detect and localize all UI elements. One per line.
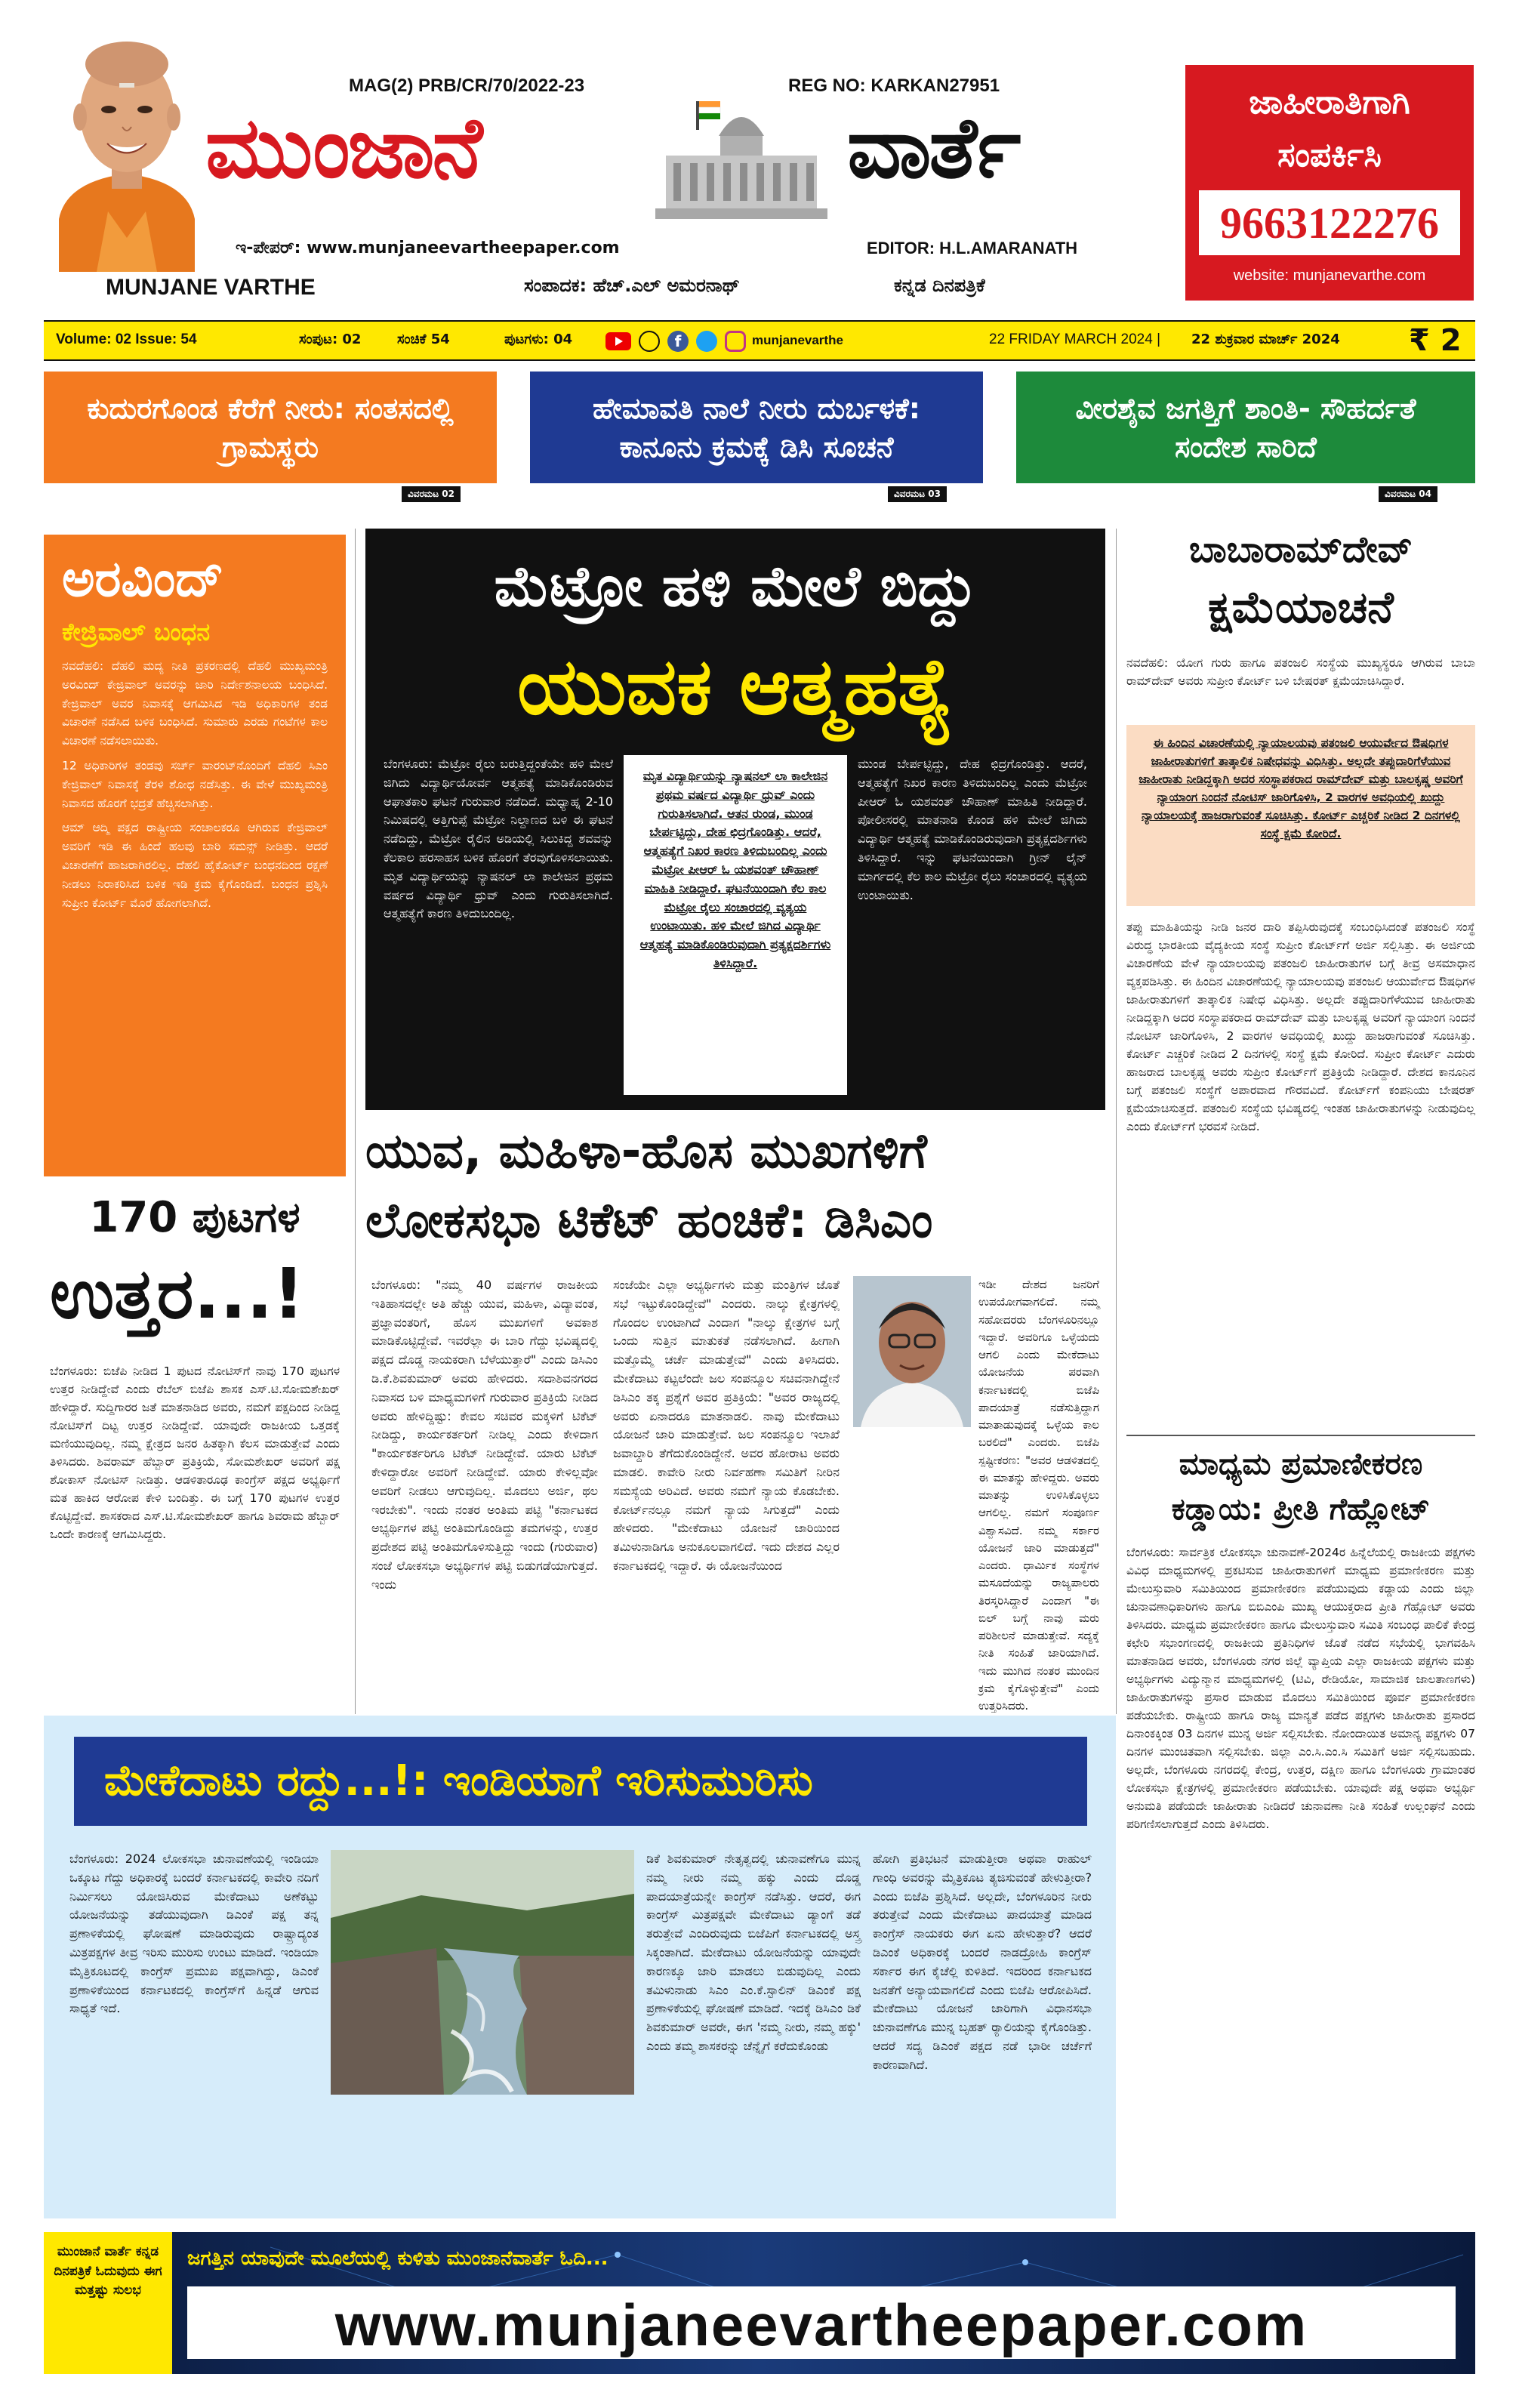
ad-line2: ಸಂಪರ್ಕಿಸಿ bbox=[1277, 136, 1382, 174]
social-handle[interactable]: munjanevarthe bbox=[752, 333, 843, 347]
teaser-3[interactable] bbox=[1016, 372, 1475, 483]
baba-body: ತಪ್ಪು ಮಾಹಿತಿಯನ್ನು ನೀಡಿ ಜನರ ದಾರಿ ತಪ್ಪಿಸಿರುವುದಕ್ಕೆ ಸಂಬಂಧಿಸಿದಂತೆ ಪತಂಜಲಿ ಸಂಸ್ಥೆ ವಿರುದ್ಧ ಭಾರತೀಯ ವೈದ್ಯಕೀಯ ಸಂಸ್ಥೆ ಸುಪ್ರೀಂ ಕೋರ್ಟ್‌ಗೆ ಅರ್ಜಿ ಸಲ್ಲಿಸಿತ್ತು. ಈ ಅರ್ಜಿಯ ವಿಚಾರಣೆಯ ವೇಳೆ ನ್ಯಾಯಾಲಯವು ಪತಂಜಲಿ ಜಾಹೀರಾತುಗಳ ಬಗ್ಗೆ ತೀವ್ರ ಅಸಮಾಧಾನ ವ್ಯಕ್ತಪಡಿಸಿತ್ತು. ಈ ಹಿಂದಿನ ವಿಚಾರಣೆಯಲ್ಲಿ ನ್ಯಾಯಾಲಯವು ಪತಂಜಲಿ ಆಯುರ್ವೇದ ಔಷಧಿಗಳ ಜಾಹೀರಾತುಗಳಿಗೆ ತಾತ್ಕಾಲಿಕ ನಿಷೇಧ ವಿಧಿಸಿತ್ತು. ಅಲ್ಲದೇ ತಪ್ಪುದಾರಿಗೆಳೆಯುವ ಜಾಹೀರಾತು ನೀಡಿದ್ದಕ್ಕಾಗಿ ಅದರ ಸಂಸ್ಥಾಪಕರಾದ ರಾಮ್‌ದೇವ್ ಮತ್ತು ಬಾಲಕೃಷ್ಣ ಅವರಿಗೆ ನ್ಯಾಯಾಂಗ ನಿಂದನೆ ನೋಟಿಸ್ ಜಾರಿಗೊಳಿಸಿ, 2 ವಾರಗಳ ಅವಧಿಯಲ್ಲಿ ಖುದ್ದು ಹಾಜರಾಗುವಂತೆ ಸೂಚಿಸಿತ್ತು. ಕೋರ್ಟ್ ಎಚ್ಚರಿಕೆ ನೀಡಿದ 2 ದಿನಗಳಲ್ಲಿ ಸಂಸ್ಥೆ ಕ್ಷಮೆ ಕೋರಿದೆ. ಸುಪ್ರೀಂ ಕೋರ್ಟ್ ಎದುರು ಹಾಜರಾದ ಬಾಲಕೃಷ್ಣ ಅವರು ಸುಪ್ರೀಂ ಕೋರ್ಟ್‌ಗೆ ಪ್ರತಿಕ್ರಿಯೆ ನೀಡಿದ್ದಾರೆ. ದೇಶದ ಕಾನೂನಿನ ಬಗ್ಗೆ ಪತಂಜಲಿ ಸಂಸ್ಥೆಗೆ ಅಪಾರವಾದ ಗೌರವವಿದೆ. ಕೋರ್ಟ್‌ಗೆ ಕಂಪನಿಯು ಬೇಷರತ್ ಕ್ಷಮೆಯಾಚಿಸುತ್ತದೆ. ಪತಂಜಲಿ ಸಂಸ್ಥೆಯ ಭವಿಷ್ಯದಲ್ಲಿ ಇಂತಹ ಜಾಹೀರಾತುಗಳನ್ನು ನೀಡುವುದಿಲ್ಲ ಎಂದು ಕೋರ್ಟ್‌ಗೆ ಭರವಸೆ ನೀಡಿದೆ. bbox=[1126, 920, 1475, 1134]
baba-highlight-box bbox=[1126, 725, 1475, 906]
mekedatu-col3: ಹೋಗಿ ಪ್ರತಿಭಟನೆ ಮಾಡುತ್ತೀರಾ ಅಥವಾ ರಾಹುಲ್ ಗಾಂಧಿ ಅವರನ್ನು ಮೈತ್ರಿಕೂಟ ತ್ಯಜಿಸುವಂತೆ ಹೇಳುತ್ತೀರಾ? ಎಂದು ಬಿಜೆಪಿ ಪ್ರಶ್ನಿಸಿದೆ. ಅಲ್ಲದೇ, ಬೆಂಗಳೂರಿನ ನೀರು ತರುತ್ತೇವೆ ಎಂದು ಮೇಕೆದಾಟು ಪಾದಯಾತ್ರೆ ಮಾಡಿದ ಕಾಂಗ್ರೆಸ್ ನಾಯಕರು ಈಗ ಏನು ಹೇಳುತ್ತಾರೆ? ಆದರೆ ಡಿಎಂಕೆ ಅಧಿಕಾರಕ್ಕೆ ಬಂದರೆ ನಾಡದ್ರೋಹಿ ಕಾಂಗ್ರೆಸ್ ಸರ್ಕಾರ ಈಗ ಕೈಚೆಲ್ಲಿ ಕುಳಿತಿದೆ. ಇದರಿಂದ ಕರ್ನಾಟಕದ ಜನತೆಗೆ ಅನ್ಯಾಯವಾಗಲಿದೆ ಎಂದು ಬಿಜೆಪಿ ಆರೋಪಿಸಿದೆ. ಮೇಕೆದಾಟು ಯೋಜನೆ ಜಾರಿಗಾಗಿ ವಿಧಾನಸಭಾ ಚುನಾವಣೆಗೂ ಮುನ್ನ ಬೃಹತ್ ರ‍್ಯಾಲಿಯನ್ನು ಕೈಗೊಂಡಿತ್ತು. ಆದರೆ ಸದ್ಯ ಡಿಎಂಕೆ ಪಕ್ಷದ ನಡೆ ಭಾರೀ ಚರ್ಚೆಗೆ ಕಾರಣವಾಗಿದೆ. bbox=[873, 1851, 1092, 2072]
banner-url[interactable]: www.munjaneevartheepaper.com bbox=[334, 2292, 1308, 2358]
metro-highlight-box bbox=[624, 755, 847, 1095]
arvind-p2: 12 ಅಧಿಕಾರಿಗಳ ತಂಡವು ಸರ್ಚ್ ವಾರಂಟ್‌ನೊಂದಿಗೆ ದೆಹಲಿ ಸಿಎಂ ಕೇಜ್ರಿವಾಲ್ ನಿವಾಸಕ್ಕೆ ತೆರಳಿ ಶೋಧ ನಡೆಸಿತ್ತು. ಈ ವೇಳೆ ಮುಖ್ಯಮಂತ್ರಿ ನಿವಾಸದ ಹೊರಗೆ ಭದ್ರತೆ ಹೆಚ್ಚಿಸಲಾಗಿತ್ತು. bbox=[62, 758, 328, 810]
uttara-body: ಬೆಂಗಳೂರು: ಬಿಜೆಪಿ ನೀಡಿದ 1 ಪುಟದ ನೋಟಿಸ್‌ಗೆ ನಾವು 170 ಪುಟಗಳ ಉತ್ತರ ನೀಡಿದ್ದೇವೆ ಎಂದು ರೆಬೆಲ್ ಬಿಜೆಪಿ ಶಾಸಕ ಎಸ್.ಟಿ.ಸೋಮಶೇಖರ್ ಹೇಳಿದ್ದಾರೆ. ಸುದ್ದಿಗಾರರ ಜತೆ ಮಾತನಾಡಿದ ಅವರು, ನಮಗೆ ಪಕ್ಷದಿಂದ ನೀಡಿದ್ದ ನೋಟಿಸ್‌ಗೆ ದಿಟ್ಟ ಉತ್ತರ ನೀಡಿದ್ದೇವೆ. ಯಾವುದೇ ರಾಜಕೀಯ ಒತ್ತಡಕ್ಕೆ ಮಣಿಯುವುದಿಲ್ಲ. ನಮ್ಮ ಕ್ಷೇತ್ರದ ಜನರ ಹಿತಕ್ಕಾಗಿ ಕೆಲಸ ಮಾಡುತ್ತೇವೆ ಎಂದು ತಿಳಿಸಿದರು. ಶಿವರಾಮ್ ಹೆಬ್ಬಾರ್ ಪ್ರತಿಕ್ರಿಯೆ, ಸೋಮಶೇಖರ್ ಅವರಿಗೆ ಪಕ್ಷ ಶೋಕಾಸ್ ನೋಟಿಸ್ ನೀಡಿತ್ತು. ಆಡಳಿತಾರೂಢ ಕಾಂಗ್ರೆಸ್ ಪಕ್ಷದ ಅಭ್ಯರ್ಥಿಗೆ ಮತ ಹಾಕಿದ ಆರೋಪ ಕೇಳಿ ಬಂದಿತ್ತು. ಈ ಬಗ್ಗೆ 170 ಪುಟಗಳ ಉತ್ತರ ಕೊಟ್ಟಿದ್ದೇವೆ. ಶಾಸಕರಾದ ಎಸ್.ಟಿ.ಸೋಮಶೇಖರ್ ಹಾಗೂ ಶಿವರಾಮ ಹೆಬ್ಬಾರ್ ಒಂದೇ ಕಾರಣಕ್ಕೆ ಆಗಮಿಸಿದ್ದರು. bbox=[50, 1364, 340, 1542]
priti-rule bbox=[1126, 1435, 1475, 1436]
date-en: 22 FRIDAY MARCH 2024 | bbox=[989, 331, 1161, 347]
instagram-icon[interactable] bbox=[725, 331, 746, 352]
ad-phone[interactable]: 9663122276 bbox=[1220, 199, 1439, 248]
mekedatu-story bbox=[44, 1716, 1116, 2218]
founder-portrait bbox=[44, 30, 210, 272]
twitter-icon[interactable] bbox=[696, 331, 717, 352]
metro-col3: ಮುಂಡ ಬೇರ್ಪಟ್ಟಿದ್ದು, ದೇಹ ಛಿದ್ರಗೊಂಡಿತ್ತು. ಆದರೆ, ಆತ್ಮಹತ್ಯೆಗೆ ನಿಖರ ಕಾರಣ ತಿಳಿದುಬಂದಿಲ್ಲ ಎಂದು ಮೆಟ್ರೋ ಪೀಆರ್ ಓ ಯಶವಂತ್ ಚೌಹಾಣ್ ಮಾಹಿತಿ ನೀಡಿದ್ದಾರೆ. ಪೋಲೀಸರಲ್ಲಿ ಮಾತನಾಡಿ ಕೊಂಡ ಹಳಿ ಮೇಲೆ ಜಿಗಿದು ವಿದ್ಯಾರ್ಥಿ ಆತ್ಮಹತ್ಯೆ ಮಾಡಿಕೊಂಡಿರುವುದಾಗಿ ಪ್ರತ್ಯಕ್ಷದರ್ಶಿಗಳು ತಿಳಿಸಿದ್ದಾರೆ. ಇನ್ನು ಘಟನೆಯಿಂದಾಗಿ ಗ್ರೀನ್ ಲೈನ್ ಮಾರ್ಗದಲ್ಲಿ ಕೆಲ ಕಾಲ ಮೆಟ್ರೋ ರೈಲು ಸಂಚಾರದಲ್ಲಿ ವ್ಯತ್ಯಯ ಉಂಟಾಯಿತು. bbox=[858, 757, 1087, 902]
mekedatu-col2: ಡಿಕೆ ಶಿವಕುಮಾರ್ ನೇತೃತ್ವದಲ್ಲಿ ಚುನಾವಣೆಗೂ ಮುನ್ನ ನಮ್ಮ ನೀರು ನಮ್ಮ ಹಕ್ಕು ಎಂದು ದೊಡ್ಡ ಪಾದಯಾತ್ರೆಯನ್ನೇ ಕಾಂಗ್ರೆಸ್ ನಡೆಸಿತ್ತು. ಆದರೆ, ಈಗ ಕಾಂಗ್ರೆಸ್ ಮಿತ್ರಪಕ್ಷವೇ ಮೇಕೆದಾಟು ಡ್ಯಾಂಗೆ ತಡೆ ತರುತ್ತೇವೆ ಎಂದಿರುವುದು ಬಿಜೆಪಿಗೆ ಕರ್ನಾಟಕದಲ್ಲಿ ಅಸ್ತ್ರ ಸಿಕ್ಕಂತಾಗಿದೆ. ಮೇಕೆದಾಟು ಯೋಜನೆಯನ್ನು ಯಾವುದೇ ಕಾರಣಕ್ಕೂ ಜಾರಿ ಮಾಡಲು ಬಿಡುವುದಿಲ್ಲ ಎಂದು ತಮಿಳುನಾಡು ಸಿಎಂ ಎಂ.ಕೆ.ಸ್ಟಾಲಿನ್ ಡಿಎಂಕೆ ಪಕ್ಷ ಪ್ರಣಾಳಿಕೆಯಲ್ಲಿ ಘೋಷಣೆ ಮಾಡಿದೆ. ಇದಕ್ಕೆ ಡಿಸಿಎಂ ಡಿಕೆ ಶಿವಕುಮಾರ್ ಅವರೇ, ಈಗ 'ನಮ್ಮ ನೀರು, ನಮ್ಮ ಹಕ್ಕು' ಎಂದು ತಮ್ಮ ಶಾಸಕರನ್ನು ಚೆನ್ನೈಗೆ ಕರೆದುಕೊಂಡು bbox=[646, 1851, 861, 2053]
daily-kn: ಕನ್ನಡ ದಿನಪತ್ರಿಕೆ bbox=[894, 275, 985, 296]
teaser-3-text: ವೀರಶೈವ ಜಗತ್ತಿಗೆ ಶಾಂತಿ- ಸೌಹರ್ದತೆ ಸಂದೇಶ ಸಾರಿದೆ bbox=[1075, 392, 1416, 464]
volume-kn: ಸಂಪುಟ: 02 bbox=[299, 331, 362, 347]
paper-name-en: MUNJANE VARTHE bbox=[106, 275, 316, 300]
arvind-p3: ಆಮ್ ಆದ್ಮಿ ಪಕ್ಷದ ರಾಷ್ಟ್ರೀಯ ಸಂಚಾಲಕರೂ ಆಗಿರುವ ಕೇಜ್ರಿವಾಲ್ ಅವರಿಗೆ ಇಡಿ ಈ ಹಿಂದೆ ಹಲವು ಬಾರಿ ಸಮನ್ಸ್ ನೀಡಿತ್ತು. ಆದರೆ ವಿಚಾರಣೆಗೆ ಹಾಜರಾಗಿರಲಿಲ್ಲ. ದೆಹಲಿ ಹೈಕೋರ್ಟ್ ಬಂಧನದಿಂದ ರಕ್ಷಣೆ ನೀಡಲು ನಿರಾಕರಿಸಿದ ಬಳಿಕ ಇಡಿ ಕ್ರಮ ಕೈಗೊಂಡಿದೆ. ಬಂಧನ ಪ್ರಶ್ನಿಸಿ ಸುಪ್ರೀಂ ಕೋರ್ಟ್ ಮೊರೆ ಹೋಗಲಾಗಿದೆ. bbox=[62, 821, 328, 910]
issue-kn: ಸಂಚಿಕೆ 54 bbox=[397, 331, 450, 347]
loksabha-col3: ಇಡೀ ದೇಶದ ಜನರಿಗೆ ಉಪಯೋಗವಾಗಲಿದೆ. ನಮ್ಮ ಸಹೋದರರು ಬೆಂಗಳೂರಿನಲ್ಲೂ ಇದ್ದಾರೆ. ಅವರಿಗೂ ಒಳ್ಳೆಯದು ಆಗಲಿ ಎಂದು ಮೇಕೆದಾಟು ಯೋಜನೆಯ ಪರವಾಗಿ ಕರ್ನಾಟಕದಲ್ಲಿ ಬಿಜೆಪಿ ಪಾದಯಾತ್ರೆ ನಡೆಸುತ್ತಿದ್ದಾಗ ಮಾತಾಡುವುದಕ್ಕೆ ಒಳ್ಳೆಯ ಕಾಲ ಬರಲಿದೆ" ಎಂದರು. ಬಿಜೆಪಿ ಸ್ಪಷ್ಟೀಕರಣ: "ಅವರ ಆಡಳಿತದಲ್ಲಿ ಈ ಮಾತನ್ನು ಹೇಳಿದ್ದರು. ಅವರು ಮಾತನ್ನು ಉಳಿಸಿಕೊಳ್ಳಲು ಆಗಲಿಲ್ಲ. ನಮಗೆ ಸಂಪೂರ್ಣ ವಿಶ್ವಾಸವಿದೆ. ನಮ್ಮ ಸರ್ಕಾರ ಯೋಜನೆ ಜಾರಿ ಮಾಡುತ್ತದೆ" ಎಂದರು. ಧಾರ್ಮಿಕ ಸಂಸ್ಥೆಗಳ ಮಸೂದೆಯನ್ನು ರಾಜ್ಯಪಾಲರು ತಿರಸ್ಕರಿಸಿದ್ದಾರೆ ಎಂದಾಗ "ಈ ಬಿಲ್ ಬಗ್ಗೆ ನಾವು ಮರು ಪರಿಶೀಲನೆ ಮಾಡುತ್ತೇವೆ. ಸದ್ಯಕ್ಕೆ ನೀತಿ ಸಂಹಿತೆ ಜಾರಿಯಾಗಿದೆ. ಇದು ಮುಗಿದ ನಂತರ ಮುಂದಿನ ಕ್ರಮ ಕೈಗೊಳ್ಳುತ್ತೇವೆ" ಎಂದು ಉತ್ತರಿಸಿದರು. bbox=[978, 1278, 1099, 1713]
masthead-title-part1: ಮುಂಜಾನೆ bbox=[205, 99, 481, 197]
registration-right: REG NO: KARKAN27951 bbox=[788, 76, 1000, 96]
baba-highlight: ಈ ಹಿಂದಿನ ವಿಚಾರಣೆಯಲ್ಲಿ ನ್ಯಾಯಾಲಯವು ಪತಂಜಲಿ ಆಯುರ್ವೇದ ಔಷಧಿಗಳ ಜಾಹೀರಾತುಗಳಿಗೆ ತಾತ್ಕಾಲಿಕ ನಿಷೇಧವನ್ನು ವಿಧಿಸಿತ್ತು. ಅಲ್ಲದೇ ತಪ್ಪುದಾರಿಗೆಳೆಯುವ ಜಾಹೀರಾತು ನೀಡಿದ್ದಕ್ಕಾಗಿ ಅದರ ಸಂಸ್ಥಾಪಕರಾದ ರಾಮ್‌ದೇವ್ ಮತ್ತು ಬಾಲಕೃಷ್ಣ ಅವರಿಗೆ ನ್ಯಾಯಾಂಗ ನಿಂದನೆ ನೋಟಿಸ್ ಜಾರಿಗೊಳಿಸಿ, 2 ವಾರಗಳ ಅವಧಿಯಲ್ಲಿ ಖುದ್ದು ನ್ಯಾಯಾಲಯಕ್ಕೆ ಹಾಜರಾಗುವಂತೆ ಸೂಚಿಸಿತ್ತು. ಕೋರ್ಟ್ ಎಚ್ಚರಿಕೆ ನೀಡಿದ 2 ದಿನಗಳಲ್ಲಿ ಸಂಸ್ಥೆ ಕ್ಷಮೆ ಕೋರಿದೆ. bbox=[1139, 736, 1463, 841]
uttara-title1: 170 ಪುಟಗಳ bbox=[89, 1193, 300, 1242]
baba-title2: ಕ್ಷಮೆಯಾಚನೆ bbox=[1208, 581, 1394, 633]
youtube-icon[interactable] bbox=[605, 332, 631, 350]
teaser-2[interactable] bbox=[530, 372, 983, 483]
teaser-1[interactable] bbox=[44, 372, 497, 483]
arvind-story bbox=[44, 535, 346, 1176]
divider-left bbox=[355, 529, 356, 1714]
facebook-icon[interactable]: f bbox=[667, 331, 689, 352]
mekedatu-river-photo bbox=[331, 1850, 634, 2095]
loksabha-col2: ಸಂಜೆಯೇ ಎಲ್ಲಾ ಅಭ್ಯರ್ಥಿಗಳು ಮತ್ತು ಮಂತ್ರಿಗಳ ಜೊತೆ ಸಭೆ ಇಟ್ಟುಕೊಂಡಿದ್ದೇವೆ" ಎಂದರು. ನಾಲ್ಕು ಕ್ಷೇತ್ರಗಳಲ್ಲಿ ಗೊಂದಲ ಉಂಟಾಗಿದೆ ಎಂದಾಗ "ನಾಲ್ಕು ಕ್ಷೇತ್ರಗಳ ಬಗ್ಗೆ ಒಂದು ಸುತ್ತಿನ ಮಾತುಕತೆ ನಡೆಸಲಾಗಿದೆ. ಹೀಗಾಗಿ ಮತ್ತೊಮ್ಮೆ ಚರ್ಚೆ ಮಾಡುತ್ತೇವೆ" ಎಂದು ತಿಳಿಸಿದರು. ಮೇಕೆದಾಟು ಕಟ್ಟಲೆಂದೇ ಜಲ ಸಂಪನ್ಮೂಲ ಸಚಿವನಾಗಿದ್ದೇನೆ ಡಿಸಿಎಂ ತಕ್ಕ ಪ್ರಶ್ನೆಗೆ ಅವರ ಪ್ರತಿಕ್ರಿಯೆ: "ಅವರ ರಾಜ್ಯದಲ್ಲಿ ಅವರು ಏನಾದರೂ ಮಾತನಾಡಲಿ. ನಾವು ಮೇಕೆದಾಟು ಯೋಜನೆ ಜಾರಿ ಮಾಡುತ್ತೇವೆ. ಜಲ ಸಂಪನ್ಮೂಲ ಇಲಾಖೆ ಜವಾಬ್ದಾರಿ ತೆಗೆದುಕೊಂಡಿದ್ದೇನೆ. ಅವರ ಹೋರಾಟ ಅವರು ಮಾಡಲಿ. ಕಾವೇರಿ ನೀರು ನಿರ್ವಹಣಾ ಸಮಿತಿಗೆ ನೀರಿನ ಸಮಸ್ಯೆಯ ಅರಿವಿದೆ. ಅವರು ನಮಗೆ ನ್ಯಾಯ ಕೊಡಬೇಕು. ಕೋರ್ಟ್‌ನಲ್ಲೂ ನಮಗೆ ನ್ಯಾಯ ಸಿಗುತ್ತದೆ" ಎಂದು ಹೇಳಿದರು. "ಮೇಕೆದಾಟು ಯೋಜನೆ ಜಾರಿಯಿಂದ ತಮಿಳುನಾಡಿಗೂ ಅನುಕೂಲವಾಗಲಿದೆ. ಇದು ದೇಶದ ಎಲ್ಲರ ಕರ್ನಾಟಕದಲ್ಲಿ ಇದ್ದಾರೆ. ಈ ಯೋಜನೆಯಿಂದ bbox=[613, 1278, 840, 1573]
arvind-p1: ನವದೆಹಲಿ: ದೆಹಲಿ ಮದ್ಯ ನೀತಿ ಪ್ರಕರಣದಲ್ಲಿ ದೆಹಲಿ ಮುಖ್ಯಮಂತ್ರಿ ಅರವಿಂದ್ ಕೇಜ್ರಿವಾಲ್ ಅವರನ್ನು ಜಾರಿ ನಿರ್ದೇಶನಾಲಯ ಬಂಧಿಸಿದೆ. ಕೇಜ್ರಿವಾಲ್ ಅವರ ನಿವಾಸಕ್ಕೆ ಆಗಮಿಸಿದ ಇಡಿ ಅಧಿಕಾರಿಗಳ ತಂಡ ವಿಚಾರಣೆ ನಡೆಸಿದ ಬಳಿಕ ಬಂಧಿಸಿದೆ. ಸುಮಾರು ಎರಡು ಗಂಟೆಗಳ ಕಾಲ ವಿಚಾರಣೆ ನಡೆಸಲಾಯಿತು. bbox=[62, 659, 328, 748]
loksabha-col1: ಬೆಂಗಳೂರು: "ನಮ್ಮ 40 ವರ್ಷಗಳ ರಾಜಕೀಯ ಇತಿಹಾಸದಲ್ಲೇ ಅತಿ ಹೆಚ್ಚು ಯುವ, ಮಹಿಳಾ, ವಿದ್ಯಾವಂತ, ಪ್ರಜ್ಞಾವಂತರಿಗೆ, ಹೊಸ ಮುಖಗಳಿಗೆ ಅವಕಾಶ ಮಾಡಿಕೊಟ್ಟಿದ್ದೇವೆ. ಇವರೆಲ್ಲಾ ಈ ಬಾರಿ ಗೆದ್ದು ಭವಿಷ್ಯದಲ್ಲಿ ಪಕ್ಷದ ದೊಡ್ಡ ನಾಯಕರಾಗಿ ಬೆಳೆಯುತ್ತಾರೆ" ಎಂದು ಡಿಸಿಎಂ ಡಿ.ಕೆ.ಶಿವಕುಮಾರ್ ಅವರು ಹೇಳಿದರು. ಸದಾಶಿವನಗರದ ನಿವಾಸದ ಬಳಿ ಮಾಧ್ಯಮಗಳಿಗೆ ಗುರುವಾರ ಪ್ರತಿಕ್ರಿಯೆ ನೀಡಿದ ಅವರು ಹೇಳಿದ್ದಿಷ್ಟು: ಕೇವಲ ಸಚಿವರ ಮಕ್ಕಳಿಗೆ ಟಿಕೆಟ್ ನೀಡಿದ್ದು, ಕಾರ್ಯಕರ್ತರಿಗೆ ನೀಡಿಲ್ಲ ಎಂದು ಕೇಳಿದಾಗ "ಕಾರ್ಯಕರ್ತರಿಗೂ ಟಿಕೆಟ್ ನೀಡಿದ್ದೇವೆ. ಯಾರು ಟಿಕೆಟ್ ಕೇಳಿದ್ದಾರೋ ಅವರಿಗೆ ನೀಡಿದ್ದೇವೆ. ಯಾರು ಕೇಳಿಲ್ಲವೋ ಅವರಿಗೆ ನೀಡಲು ಆಗುವುದಿಲ್ಲ. ಮೊದಲು ಅರ್ಜಿ, ಥಲ ಇರಬೇಕು". ಇಂದು ನಂತರ ಅಂತಿಮ ಪಟ್ಟಿ "ಕರ್ನಾಟಕದ ಅಭ್ಯರ್ಥಿಗಳ ಪಟ್ಟಿ ಅಂತಿಮಗೊಂಡಿದ್ದು ತಮಗಳನ್ನು, ಉತ್ತರ ಪ್ರದೇಶದ ಪಟ್ಟಿ ಅಂತಿಮಗೊಳಿಸುತ್ತಿದ್ದು ಇಂದು (ಗುರುವಾರ) ಸಂಜೆ ಲೋಕಸಭಾ ಅಭ್ಯರ್ಥಿಗಳ ಪಟ್ಟಿ ಬಿಡುಗಡೆಯಾಗುತ್ತದೆ. ಇಂದು bbox=[371, 1278, 598, 1592]
teaser-1-text: ಕುದುರಗೊಂಡ ಕೆರೆಗೆ ನೀರು: ಸಂತಸದಲ್ಲಿ ಗ್ರಾಮಸ್ಥರು bbox=[87, 392, 454, 464]
mekedatu-col1: ಬೆಂಗಳೂರು: 2024 ಲೋಕಸಭಾ ಚುನಾವಣೆಯಲ್ಲಿ ಇಂಡಿಯಾ ಒಕ್ಕೂಟ ಗೆದ್ದು ಅಧಿಕಾರಕ್ಕೆ ಬಂದರೆ ಕರ್ನಾಟಕದಲ್ಲಿ ಕಾವೇರಿ ನದಿಗೆ ನಿರ್ಮಿಸಲು ಯೋಜಿಸಿರುವ ಮೇಕೆದಾಟು ಅಣೆಕಟ್ಟು ಯೋಜನೆಯನ್ನು ತಡೆಯುವುದಾಗಿ ಡಿಎಂಕೆ ಪಕ್ಷ ತನ್ನ ಪ್ರಣಾಳಿಕೆಯಲ್ಲಿ ಘೋಷಣೆ ಮಾಡಿರುವುದು ರಾಷ್ಟ್ರಾದ್ಯಂತ ಮಿತ್ರಪಕ್ಷಗಳ ತೀವ್ರ ಇರಿಸು ಮುರಿಸು ಉಂಟು ಮಾಡಿದೆ. ಇಂಡಿಯಾ ಮೈತ್ರಿಕೂಟದಲ್ಲಿ ಕಾಂಗ್ರೆಸ್ ಪ್ರಮುಖ ಪಕ್ಷವಾಗಿದ್ದು, ಡಿಎಂಕೆ ಪ್ರಣಾಳಿಕೆಯಿಂದ ಕರ್ನಾಟಕದಲ್ಲಿ ಕಾಂಗ್ರೆಸ್‌ಗೆ ಹಿನ್ನಡೆ ಆಗುವ ಸಾಧ್ಯತೆ ಇದೆ. bbox=[69, 1851, 319, 2016]
metro-box-text: ಮೃತ ವಿದ್ಯಾರ್ಥಿಯನ್ನು ನ್ಯಾಷನಲ್ ಲಾ ಕಾಲೇಜಿನ ಪ್ರಥಮ ವರ್ಷದ ವಿದ್ಯಾರ್ಥಿ ಧ್ರುವ್ ಎಂದು ಗುರುತಿಸಲಾಗಿದೆ. ಆತನ ರುಂಡ, ಮುಂಡ ಬೇರ್ಪಟ್ಟಿದ್ದು, ದೇಹ ಛಿದ್ರಗೊಂಡಿತ್ತು. ಆದರೆ, ಆತ್ಮಹತ್ಯೆಗೆ ನಿಖರ ಕಾರಣ ತಿಳಿದುಬಂದಿಲ್ಲ ಎಂದು ಮೆಟ್ರೋ ಪೀಆರ್ ಓ ಯಶವಂತ್ ಚೌಹಾಣ್ ಮಾಹಿತಿ ನೀಡಿದ್ದಾರೆ. ಘಟನೆಯಿಂದಾಗಿ ಕೆಲ ಕಾಲ ಮೆಟ್ರೋ ರೈಲು ಸಂಚಾರದಲ್ಲಿ ವ್ಯತ್ಯಯ ಉಂಟಾಯಿತು. ಹಳಿ ಮೇಲೆ ಜಿಗಿದ ವಿದ್ಯಾರ್ಥಿ ಆತ್ಮಹತ್ಯೆ ಮಾಡಿಕೊಂಡಿರುವುದಾಗಿ ಪ್ರತ್ಯಕ್ಷದರ್ಶಿಗಳು ತಿಳಿಸಿದ್ದಾರೆ. bbox=[639, 769, 831, 970]
banner-tagline: ಜಗತ್ತಿನ ಯಾವುದೇ ಮೂಲೆಯಲ್ಲಿ ಕುಳಿತು ಮುಂಜಾನೆವಾರ್ತೆ ಓದಿ... bbox=[187, 2247, 609, 2270]
arvind-body bbox=[62, 657, 328, 1163]
uttara-title2: ಉತ್ತರ...! bbox=[50, 1253, 305, 1334]
pages-kn: ಪುಟಗಳು: 04 bbox=[504, 331, 573, 347]
masthead-title-part2: ವಾರ್ತೆ bbox=[847, 99, 1019, 197]
teaser-2-text: ಹೇಮಾವತಿ ನಾಲೆ ನೀರು ದುರ್ಬಳಕೆ: ಕಾನೂನು ಕ್ರಮಕ್ಕೆ ಡಿಸಿ ಸೂಚನೆ bbox=[592, 392, 920, 464]
baba-intro: ನವದೆಹಲಿ: ಯೋಗ ಗುರು ಹಾಗೂ ಪತಂಜಲಿ ಸಂಸ್ಥೆಯ ಮುಖ್ಯಸ್ಥರೂ ಆಗಿರುವ ಬಾಬಾ ರಾಮ್‌ದೇವ್ ಅವರು ಸುಪ್ರೀಂ ಕೋರ್ಟ್ ಬಳಿ ಬೇಷರತ್ ಕ್ಷಮೆಯಾಚಿಸಿದ್ದಾರೆ. bbox=[1126, 656, 1475, 689]
price: ₹ 2 bbox=[1409, 323, 1462, 358]
priti-body: ಬೆಂಗಳೂರು: ಸಾರ್ವತ್ರಿಕ ಲೋಕಸಭಾ ಚುನಾವಣೆ-2024ರ ಹಿನ್ನೆಲೆಯಲ್ಲಿ ರಾಜಕೀಯ ಪಕ್ಷಗಳು ವಿವಿಧ ಮಾಧ್ಯಮಗಳಲ್ಲಿ ಪ್ರಕಟಿಸುವ ಜಾಹೀರಾತುಗಳಿಗೆ ಮಾಧ್ಯಮ ಪ್ರಮಾಣೀಕರಣ ಮತ್ತು ಮೇಲುಸ್ತುವಾರಿ ಸಮಿತಿಯಿಂದ ಪ್ರಮಾಣೀಕರಣ ಪಡೆಯುವುದು ಕಡ್ಡಾಯ ಎಂದು ಜಿಲ್ಲಾ ಚುನಾವಣಾಧಿಕಾರಿಗಳು ಹಾಗೂ ಬಿಬಿಎಂಪಿ ಮುಖ್ಯ ಆಯುಕ್ತರಾದ ಪ್ರೀತಿ ಗೆಹ್ಲೋಟ್ ಅವರು ತಿಳಿಸಿದರು. ಮಾಧ್ಯಮ ಪ್ರಮಾಣೀಕರಣ ಹಾಗೂ ಮೇಲುಸ್ತುವಾರಿ ಸಮಿತಿ ಸಂಬಂಧ ಪಾಲಿಕೆ ಕೇಂದ್ರ ಕಛೇರಿ ಸಭಾಂಗಣದಲ್ಲಿ ರಾಜಕೀಯ ಪ್ರತಿನಿಧಿಗಳ ಜೊತೆ ನಡೆದ ಸಭೆಯಲ್ಲಿ ಭಾಗವಹಿಸಿ ಮಾತನಾಡಿದ ಅವರು, ಬೆಂಗಳೂರು ನಗರ ಜಿಲ್ಲೆ ವ್ಯಾಪ್ತಿಯ ಎಲ್ಲಾ ರಾಜಕೀಯ ಪಕ್ಷಗಳು ಮತ್ತು ಅಭ್ಯರ್ಥಿಗಳು ವಿದ್ಯುನ್ಮಾನ ಮಾಧ್ಯಮಗಳಲ್ಲಿ (ಟಿವಿ, ರೇಡಿಯೋ, ಸಾಮಾಜಿಕ ಜಾಲತಾಣಗಳು) ಜಾಹೀರಾತುಗಳನ್ನು ಪ್ರಸಾರ ಮಾಡುವ ಮೊದಲು ಸಮಿತಿಯಿಂದ ಪೂರ್ವ ಪ್ರಮಾಣೀಕರಣ ಪಡೆಯಬೇಕು. ರಾಷ್ಟ್ರೀಯ ಹಾಗೂ ರಾಜ್ಯ ಮಾನ್ಯತೆ ಪಡೆದ ಪಕ್ಷಗಳು ಜಾಹೀರಾತು ಪ್ರಸಾರದ ದಿನಾಂಕಕ್ಕಿಂತ 03 ದಿನಗಳ ಮುನ್ನ ಅರ್ಜಿ ಸಲ್ಲಿಸಬೇಕು. ನೋಂದಾಯಿತ ಅಮಾನ್ಯ ಪಕ್ಷಗಳು 07 ದಿನಗಳ ಮುಂಚಿತವಾಗಿ ಸಲ್ಲಿಸಬೇಕು. ಜಿಲ್ಲಾ ಎಂ.ಸಿ.ಎಂ.ಸಿ ಸಮಿತಿಗೆ ಅರ್ಜಿ ಸಲ್ಲಿಸಬಹುದು. ಅಲ್ಲದೇ, ಬೆಂಗಳೂರು ನಗರದಲ್ಲಿ ಕೇಂದ್ರ, ಉತ್ತರ, ದಕ್ಷಿಣ ಹಾಗೂ ಬೆಂಗಳೂರು ಗ್ರಾಮಾಂತರ ಲೋಕಸಭಾ ಕ್ಷೇತ್ರಗಳಲ್ಲಿ ಪ್ರಮಾಣೀಕರಣ ಪಡೆಯಬೇಕು. ಯಾವುದೇ ಪಕ್ಷ ಅಥವಾ ಅಭ್ಯರ್ಥಿ ಅನುಮತಿ ಪಡೆಯದೇ ಜಾಹೀರಾತು ನೀಡಿದರೆ ಚುನಾವಣಾ ನೀತಿ ಸಂಹಿತೆ ಉಲ್ಲಂಘನೆ ಎಂದು ಪರಿಗಣಿಸಲಾಗುತ್ತದೆ ಎಂದು ತಿಳಿಸಿದರು. bbox=[1126, 1546, 1475, 1832]
ad-line1: ಜಾಹೀರಾತಿಗಾಗಿ bbox=[1249, 83, 1410, 122]
epaper-url[interactable]: ಇ-ಪೇಪರ್: www.munjaneevartheepaper.com bbox=[236, 239, 620, 257]
arvind-subtitle: ಕೇಜ್ರಿವಾಲ್ ಬಂಧನ bbox=[62, 618, 211, 646]
mekedatu-headline: ಮೇಕೆದಾಟು ರದ್ದು...!: ಇಂಡಿಯಾಗೆ ಇರಿಸುಮುರಿಸು bbox=[104, 1756, 813, 1805]
ad-website[interactable]: website: munjanevarthe.com bbox=[1233, 267, 1426, 284]
arvind-title: ಅರವಿಂದ್ bbox=[62, 550, 224, 608]
metro-col1: ಬೆಂಗಳೂರು: ಮೆಟ್ರೋ ರೈಲು ಬರುತ್ತಿದ್ದಂತೆಯೇ ಹಳಿ ಮೇಲೆ ಜಿಗಿದು ವಿದ್ಯಾರ್ಥಿಯೋರ್ವ ಆತ್ಮಹತ್ಯೆ ಮಾಡಿಕೊಂಡಿರುವ ಆಘಾತಕಾರಿ ಘಟನೆ ಗುರುವಾರ ನಡೆದಿದೆ. ಮಧ್ಯಾಹ್ನ 2-10 ನಿಮಿಷದಲ್ಲಿ ಅತ್ತಿಗುಪ್ಪೆ ಮೆಟ್ರೋ ನಿಲ್ದಾಣದ ಬಳಿ ಈ ಘಟನೆ ನಡೆದಿದ್ದು, ಮೆಟ್ರೋ ರೈಲಿನ ಅಡಿಯಲ್ಲಿ ಸಿಲುಕಿದ್ದ ಶವವನ್ನು ಕೆಲಕಾಲ ಹರಸಾಹಸ ಬಳಿಕ ಹೊರಗೆ ತೆರವುಗೊಳಿಸಲಾಯಿತು. ಮೃತ ವಿದ್ಯಾರ್ಥಿಯನ್ನು ನ್ಯಾಷನಲ್ ಲಾ ಕಾಲೇಜಿನ ಪ್ರಥಮ ವರ್ಷದ ವಿದ್ಯಾರ್ಥಿ ಧ್ರುವ್ ಎಂದು ಗುರುತಿಸಲಾಗಿದೆ. ಆತ್ಮಹತ್ಯೆಗೆ ಕಾರಣ ತಿಳಿದುಬಂದಿಲ್ಲ. bbox=[384, 757, 613, 921]
teaser-2-ref: ವಿವರಮಟ 03 bbox=[888, 486, 947, 502]
divider-right bbox=[1116, 529, 1117, 1714]
masthead bbox=[0, 0, 1516, 316]
metro-headline2: ಯುವಕ ಆತ್ಮಹತ್ಯೆ bbox=[517, 640, 954, 732]
ad-phone-panel bbox=[1199, 190, 1460, 255]
editor-kn: ಸಂಪಾದಕ: ಹೆಚ್.ಎಲ್ ಅಮರನಾಥ್ bbox=[524, 275, 740, 296]
web-icon[interactable] bbox=[639, 331, 660, 352]
editor-en: EDITOR: H.L.AMARANATH bbox=[867, 239, 1078, 257]
info-bar bbox=[44, 320, 1475, 361]
teaser-3-ref: ವಿವರಮಟ 04 bbox=[1379, 486, 1437, 502]
bottom-banner[interactable] bbox=[44, 2232, 1475, 2374]
banner-url-panel bbox=[187, 2286, 1456, 2359]
loksabha-headline2: ಲೋಕಸಭಾ ಟಿಕೆಟ್ ಹಂಚಿಕೆ: ಡಿಸಿಎಂ bbox=[365, 1193, 933, 1249]
vidhana-soudha-illustration bbox=[651, 91, 832, 227]
loksabha-headline1: ಯುವ, ಮಹಿಳಾ-ಹೊಸ ಮುಖಗಳಿಗೆ bbox=[365, 1124, 927, 1179]
metro-story bbox=[365, 529, 1105, 1110]
priti-title2: ಕಡ್ಡಾಯ: ಪ್ರೀತಿ ಗೆಹ್ಲೋಟ್ bbox=[1171, 1492, 1431, 1527]
banner-left-panel bbox=[44, 2232, 172, 2374]
banner-left-text: ಮುಂಜಾನೆ ವಾರ್ತೆ ಕನ್ನಡ ದಿನಪತ್ರಿಕೆ ಓದುವುದು ಈಗ ಮತ್ತಷ್ಟು ಸುಲಭ bbox=[54, 2244, 162, 2298]
priti-title1: ಮಾಧ್ಯಮ ಪ್ರಮಾಣೀಕರಣ bbox=[1179, 1447, 1423, 1481]
date-kn: 22 ಶುಕ್ರವಾರ ಮಾರ್ಚ್ 2024 bbox=[1191, 331, 1340, 347]
registration-left: MAG(2) PRB/CR/70/2022-23 bbox=[349, 76, 585, 96]
metro-headline1: ಮೆಟ್ರೋ ಹಳಿ ಮೇಲೆ ಬಿದ್ದು bbox=[494, 554, 977, 619]
ad-box[interactable] bbox=[1185, 65, 1474, 301]
teaser-1-ref: ವಿವರಮಟ 02 bbox=[402, 486, 461, 502]
volume-en: Volume: 02 Issue: 54 bbox=[56, 331, 197, 347]
mekedatu-headline-bar bbox=[74, 1737, 1087, 1826]
dk-shivakumar-photo bbox=[853, 1276, 971, 1427]
baba-title1: ಬಾಬಾರಾಮ್‌ದೇವ್ bbox=[1188, 529, 1413, 571]
